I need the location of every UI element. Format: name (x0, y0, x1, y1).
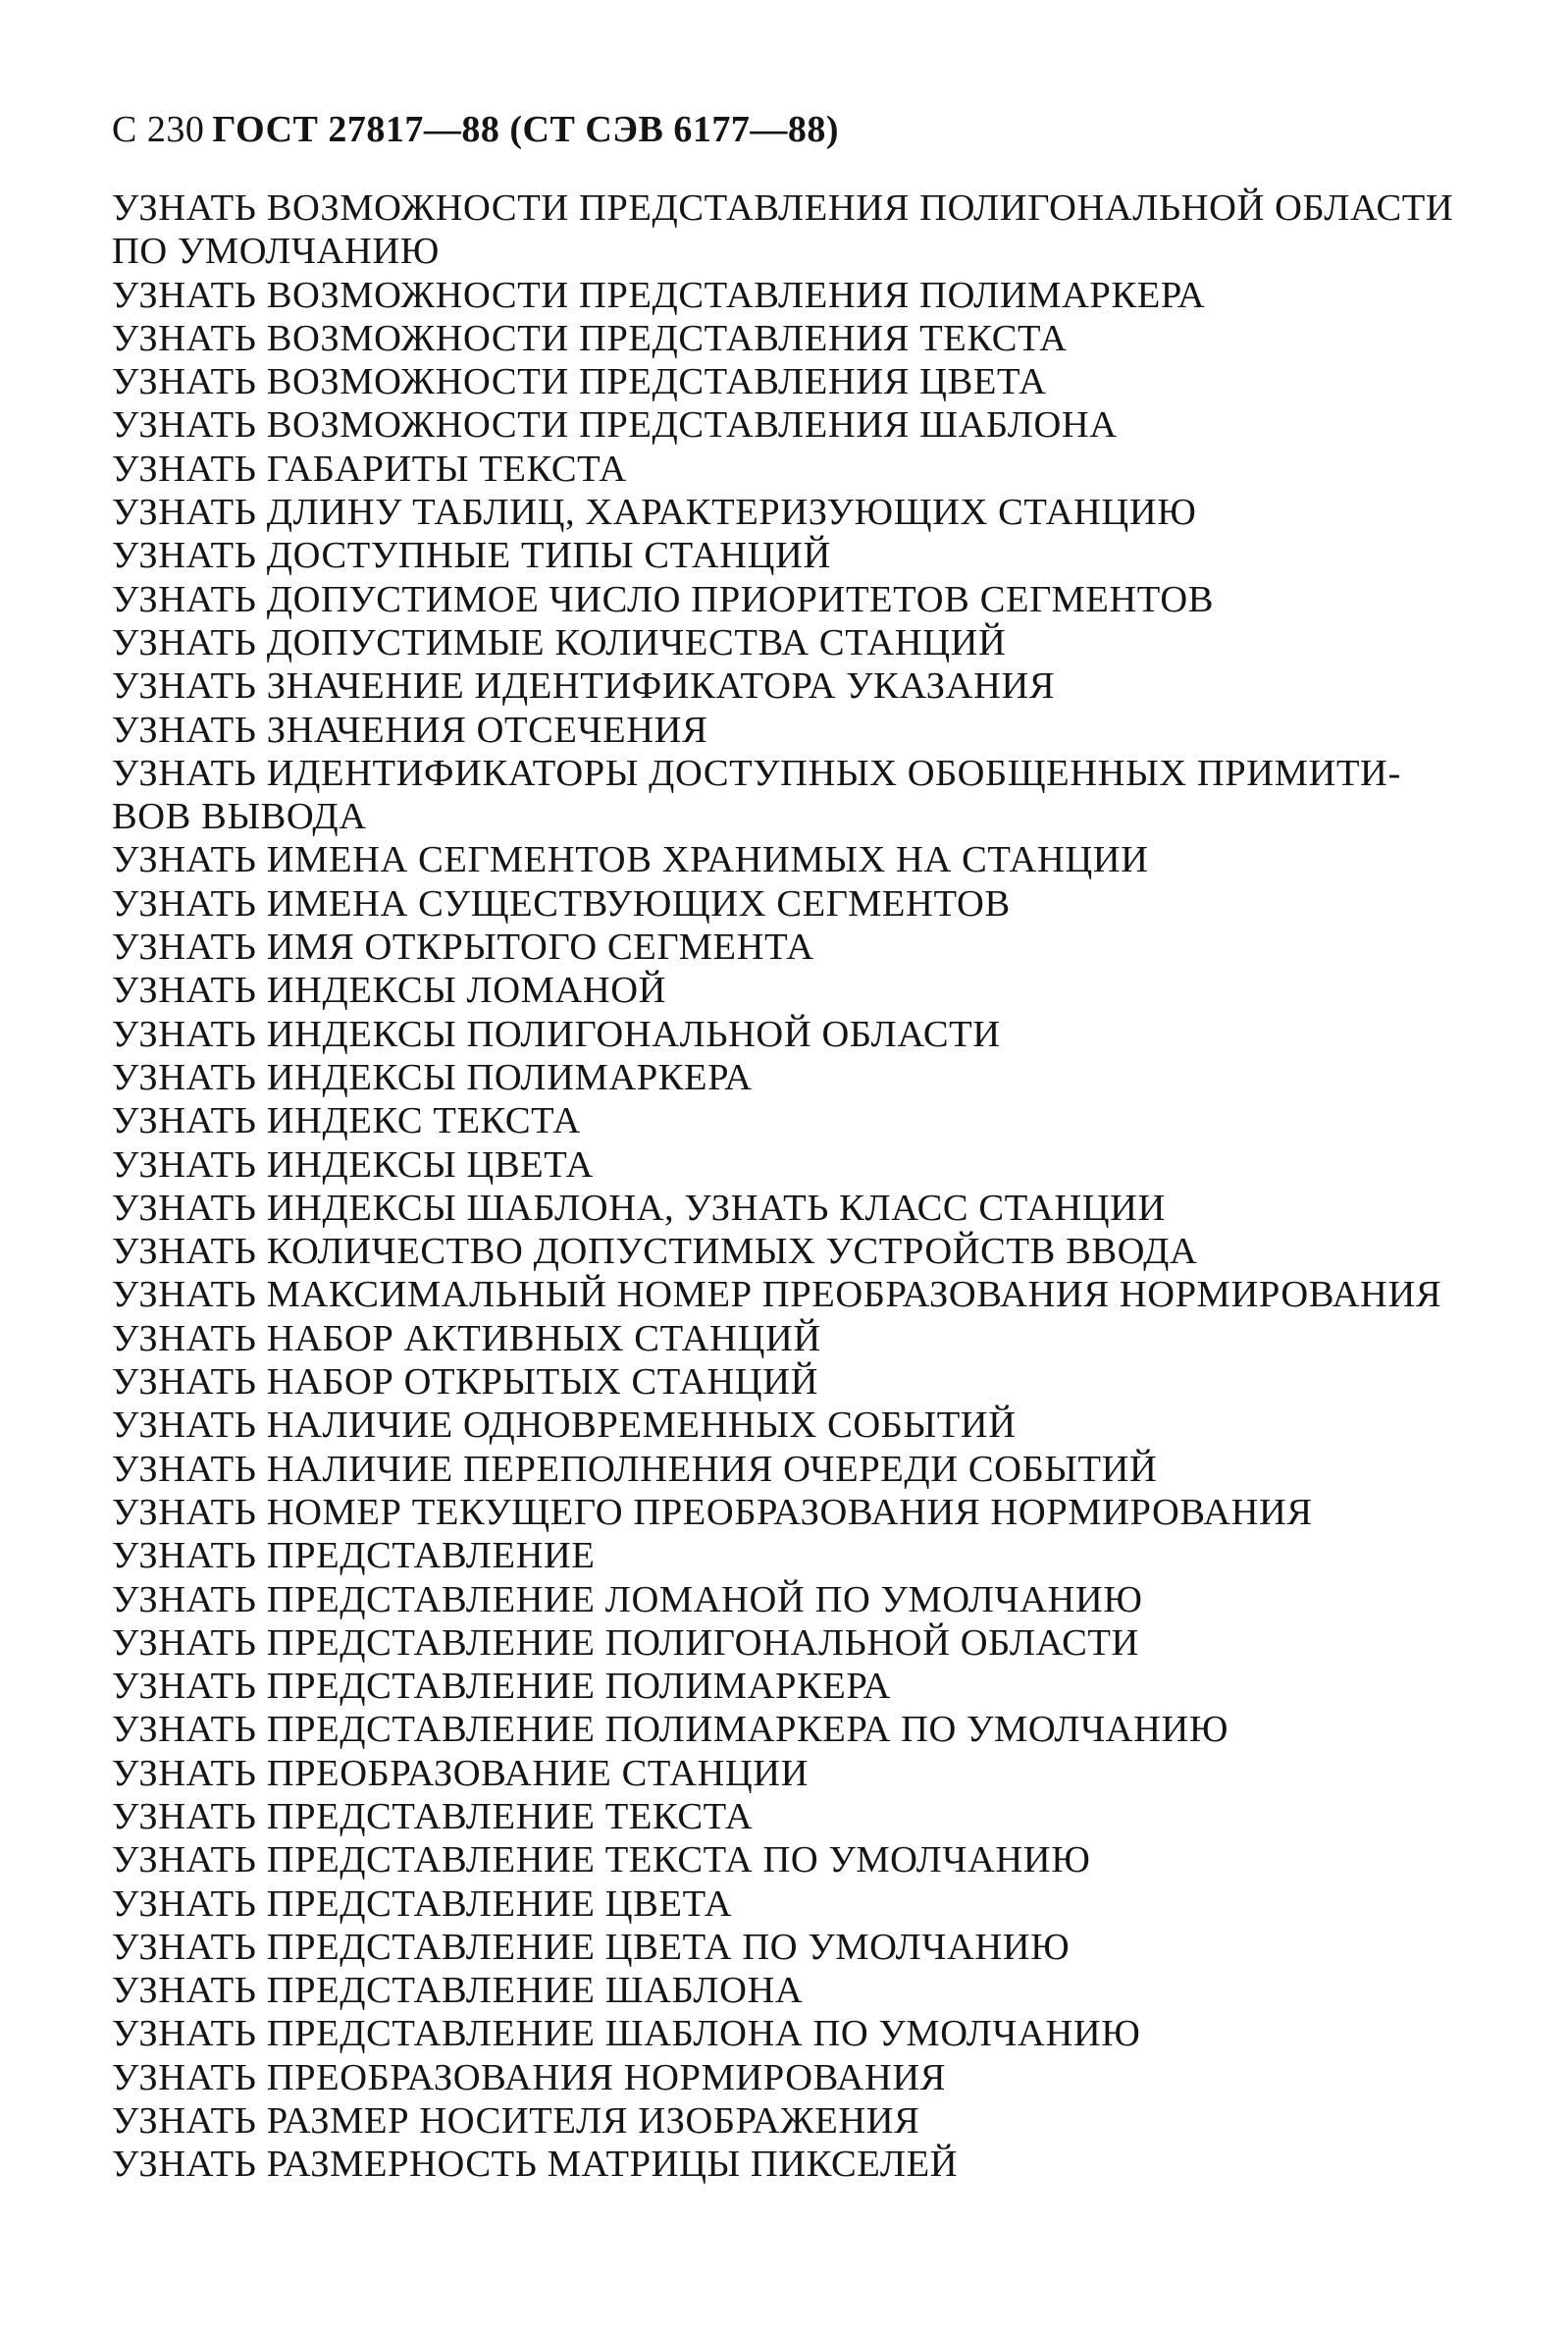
list-item: УЗНАТЬ ПРЕДСТАВЛЕНИЕ ШАБЛОНА (112, 1970, 804, 2012)
list-item: УЗНАТЬ ИМЕНА СУЩЕСТВУЮЩИХ СЕГМЕНТОВ (112, 882, 1011, 925)
list-item: УЗНАТЬ ИДЕНТИФИКАТОРЫ ДОСТУПНЫХ ОБОБЩЕННЫХ ПРИМИТИ- (112, 752, 1401, 794)
list-item: УЗНАТЬ ИНДЕКСЫ ШАБЛОНА, УЗНАТЬ КЛАСС СТАНЦИИ (112, 1187, 1166, 1229)
list-item: УЗНАТЬ ПРЕДСТАВЛЕНИЕ ПОЛИМАРКЕРА ПО УМОЛЧАНИЮ (112, 1709, 1229, 1751)
page-number: 230 (146, 109, 205, 150)
list-item: УЗНАТЬ ДЛИНУ ТАБЛИЦ, ХАРАКТЕРИЗУЮЩИХ СТАНЦИЮ (112, 492, 1197, 534)
list-item: УЗНАТЬ РАЗМЕР НОСИТЕЛЯ ИЗОБРАЖЕНИЯ (112, 2100, 920, 2143)
standard-designation: ГОСТ 27817—88 (СТ СЭВ 6177—88) (212, 109, 840, 150)
list-item: ВОВ ВЫВОДА (112, 796, 367, 838)
list-item: УЗНАТЬ ПРЕОБРАЗОВАНИЯ НОРМИРОВАНИЯ (112, 2056, 947, 2098)
list-item: УЗНАТЬ ВОЗМОЖНОСТИ ПРЕДСТАВЛЕНИЯ ШАБЛОНА (112, 404, 1118, 447)
list-item: УЗНАТЬ ПРЕДСТАВЛЕНИЕ ПОЛИГОНАЛЬНОЙ ОБЛАСТИ (112, 1621, 1139, 1664)
list-item: УЗНАТЬ НАБОР ОТКРЫТЫХ СТАНЦИЙ (112, 1361, 819, 1404)
list-item: УЗНАТЬ НАЛИЧИЕ ОДНОВРЕМЕННЫХ СОБЫТИЙ (112, 1404, 1017, 1447)
list-item: УЗНАТЬ ИМЯ ОТКРЫТОГО СЕГМЕНТА (112, 927, 814, 969)
list-item: УЗНАТЬ НОМЕР ТЕКУЩЕГО ПРЕОБРАЗОВАНИЯ НОРМИРОВАНИЯ (112, 1491, 1313, 1533)
list-item: УЗНАТЬ ПРЕДСТАВЛЕНИЕ ПОЛИМАРКЕРА (112, 1666, 891, 1708)
list-item: УЗНАТЬ ВОЗМОЖНОСТИ ПРЕДСТАВЛЕНИЯ ПОЛИМАРКЕРА (112, 274, 1206, 316)
list-item: УЗНАТЬ ИНДЕКСЫ ЛОМАНОЙ (112, 970, 667, 1012)
list-item: УЗНАТЬ ПРЕДСТАВЛЕНИЕ (112, 1535, 596, 1577)
list-item: УЗНАТЬ ВОЗМОЖНОСТИ ПРЕДСТАВЛЕНИЯ ЦВЕТА (112, 361, 1047, 403)
list-item: УЗНАТЬ ПРЕДСТАВЛЕНИЕ ЦВЕТА ПО УМОЛЧАНИЮ (112, 1926, 1071, 1968)
list-item: УЗНАТЬ ПРЕДСТАВЛЕНИЕ ЦВЕТА (112, 1882, 733, 1925)
list-item: УЗНАТЬ ДОПУСТИМЫЕ КОЛИЧЕСТВА СТАНЦИЙ (112, 621, 1007, 663)
list-item: УЗНАТЬ ЗНАЧЕНИЯ ОТСЕЧЕНИЯ (112, 709, 708, 751)
list-item: УЗНАТЬ НАБОР АКТИВНЫХ СТАНЦИЙ (112, 1317, 821, 1359)
list-item: УЗНАТЬ ПРЕДСТАВЛЕНИЕ ТЕКСТА ПО УМОЛЧАНИЮ (112, 1839, 1091, 1881)
list-item: УЗНАТЬ ИНДЕКСЫ ЦВЕТА (112, 1143, 594, 1186)
list-item: УЗНАТЬ ГАБАРИТЫ ТЕКСТА (112, 448, 627, 490)
list-item: УЗНАТЬ КОЛИЧЕСТВО ДОПУСТИМЫХ УСТРОЙСТВ ВВОДА (112, 1231, 1198, 1273)
list-item: УЗНАТЬ ДОПУСТИМОЕ ЧИСЛО ПРИОРИТЕТОВ СЕГМЕНТОВ (112, 578, 1215, 620)
list-item: УЗНАТЬ ВОЗМОЖНОСТИ ПРЕДСТАВЛЕНИЯ ПОЛИГОНАЛЬНОЙ ОБЛАСТИ (112, 187, 1454, 229)
list-item: УЗНАТЬ ПРЕДСТАВЛЕНИЕ ШАБЛОНА ПО УМОЛЧАНИЮ (112, 2013, 1141, 2055)
list-item: УЗНАТЬ РАЗМЕРНОСТЬ МАТРИЦЫ ПИКСЕЛЕЙ (112, 2144, 959, 2186)
list-item: УЗНАТЬ ПРЕДСТАВЛЕНИЕ ТЕКСТА (112, 1795, 754, 1837)
function-list (112, 186, 1486, 2187)
list-item: УЗНАТЬ ИНДЕКСЫ ПОЛИМАРКЕРА (112, 1056, 753, 1098)
list-item: УЗНАТЬ НАЛИЧИЕ ПЕРЕПОЛНЕНИЯ ОЧЕРЕДИ СОБЫТИЙ (112, 1448, 1158, 1490)
list-item: УЗНАТЬ МАКСИМАЛЬНЫЙ НОМЕР ПРЕОБРАЗОВАНИЯ НОРМИРОВАНИЯ (112, 1274, 1442, 1316)
list-item: УЗНАТЬ ИНДЕКСЫ ПОЛИГОНАЛЬНОЙ ОБЛАСТИ (112, 1013, 1001, 1055)
page-header (112, 106, 839, 153)
list-item: УЗНАТЬ ИНДЕКС ТЕКСТА (112, 1100, 581, 1142)
page-label: С (112, 109, 137, 150)
list-item: УЗНАТЬ ИМЕНА СЕГМЕНТОВ ХРАНИМЫХ НА СТАНЦИИ (112, 839, 1149, 881)
list-item: УЗНАТЬ ПРЕОБРАЗОВАНИЕ СТАНЦИИ (112, 1752, 810, 1794)
list-item: УЗНАТЬ ДОСТУПНЫЕ ТИПЫ СТАНЦИЙ (112, 535, 831, 577)
list-item: УЗНАТЬ ЗНАЧЕНИЕ ИДЕНТИФИКАТОРА УКАЗАНИЯ (112, 665, 1056, 708)
list-item: УЗНАТЬ ПРЕДСТАВЛЕНИЕ ЛОМАНОЙ ПО УМОЛЧАНИЮ (112, 1578, 1143, 1620)
list-item: ПО УМОЛЧАНИЮ (112, 231, 440, 273)
list-item: УЗНАТЬ ВОЗМОЖНОСТИ ПРЕДСТАВЛЕНИЯ ТЕКСТА (112, 317, 1068, 359)
